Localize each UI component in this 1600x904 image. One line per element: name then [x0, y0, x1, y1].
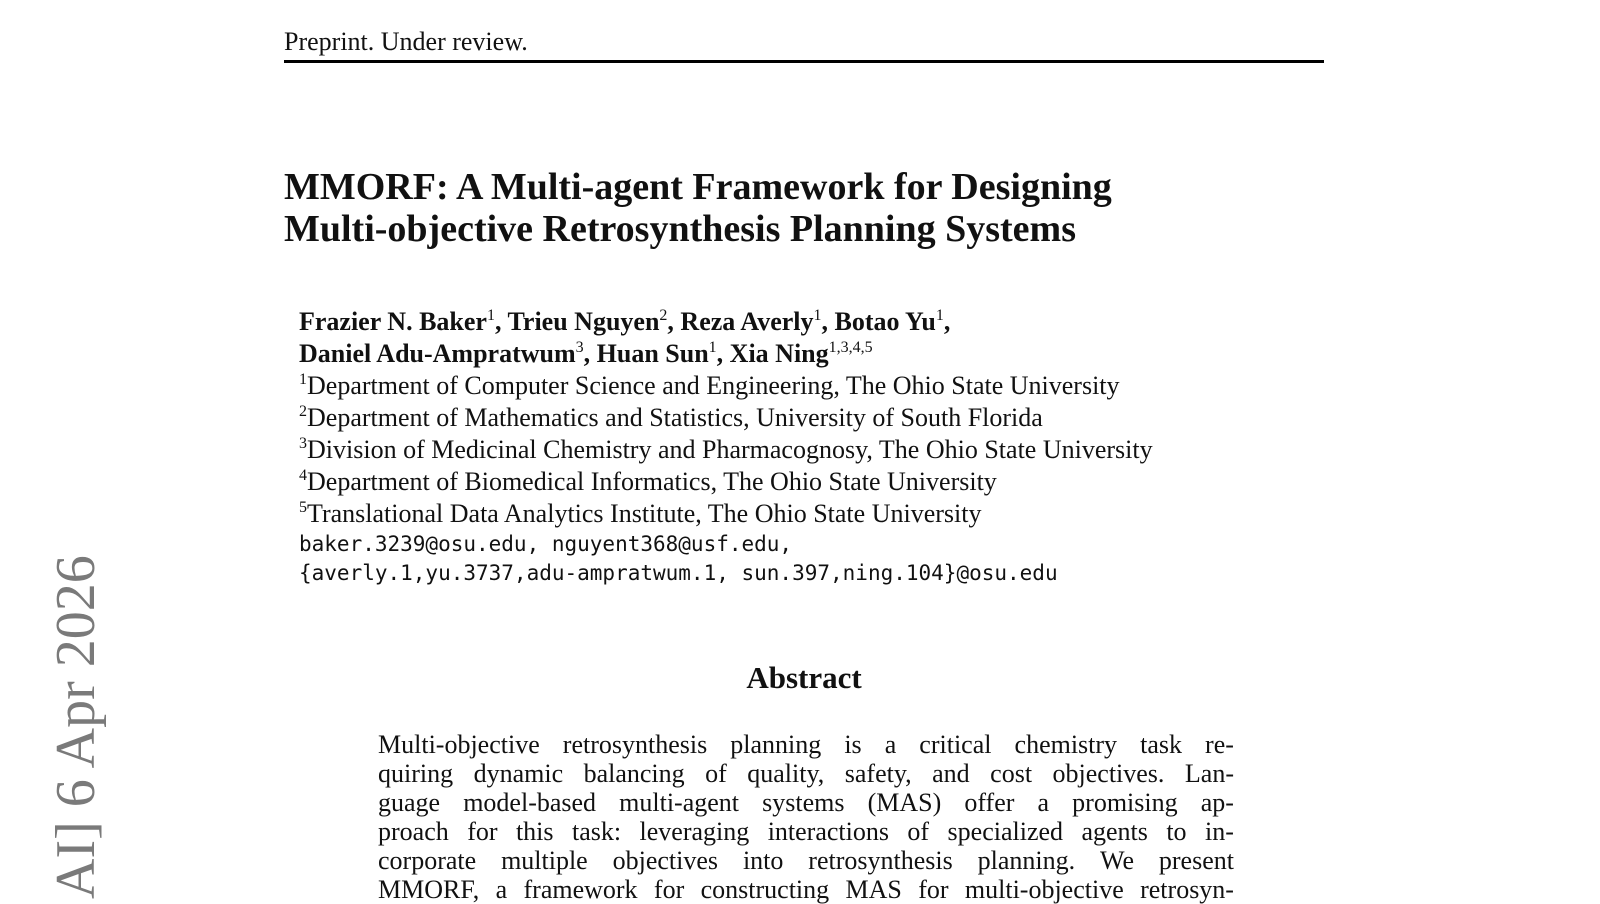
author-name: Daniel Adu-Ampratwum [299, 339, 576, 368]
abstract-word: safety, [844, 759, 912, 788]
email-line: baker.3239@osu.edu, nguyent368@usf.edu, [299, 532, 793, 556]
affiliation-text: Department of Computer Science and Engineering, The Ohio State University [307, 371, 1120, 400]
abstract-word: for [653, 875, 685, 904]
author-affiliation-mark: 1 [935, 307, 944, 324]
abstract-word: a [1037, 788, 1050, 817]
author-separator: , [716, 339, 730, 368]
abstract-word: constructing [700, 875, 830, 904]
author-line-1 [299, 306, 1339, 338]
abstract-body [378, 730, 1234, 904]
abstract-word: multi-agent [619, 788, 740, 817]
abstract-word: critical [919, 730, 992, 759]
author-separator: , [821, 307, 835, 336]
abstract-word: MAS [845, 875, 902, 904]
author-affiliation-mark: 1 [813, 307, 822, 324]
author-name: Reza Averly [680, 307, 814, 336]
abstract-word: specialized [947, 817, 1064, 846]
abstract-word: planning [730, 730, 822, 759]
affiliation-text: Department of Biomedical Informatics, The Ohio State University [307, 467, 997, 496]
abstract-word: framework [523, 875, 638, 904]
abstract-word: balancing [583, 759, 685, 788]
affiliation-line [299, 434, 1339, 466]
affiliation-line [299, 498, 1339, 530]
affiliation-number: 4 [299, 467, 307, 484]
author-affiliation-mark: 1,3,4,5 [828, 339, 873, 356]
abstract-word: corporate [378, 846, 477, 875]
abstract-word: is [844, 730, 862, 759]
abstract-word: objectives [612, 846, 719, 875]
abstract-word: a [884, 730, 897, 759]
header-rule [284, 60, 1324, 63]
abstract-word: quality, [747, 759, 825, 788]
abstract-word: Multi-objective [378, 730, 540, 759]
affiliation-number: 5 [299, 499, 307, 516]
title-line: Multi-objective Retrosynthesis Planning Systems [284, 208, 1076, 250]
abstract-word: task: [571, 817, 622, 846]
affiliation-number: 2 [299, 403, 307, 420]
author-separator: , [494, 307, 508, 336]
abstract-word: dynamic [473, 759, 564, 788]
author-affiliation-mark: 3 [575, 339, 584, 356]
abstract-word: in- [1205, 817, 1234, 846]
author-name: Huan Sun [596, 339, 709, 368]
affiliation-text: Department of Mathematics and Statistics, University of South Florida [307, 403, 1043, 432]
abstract-word: retrosynthesis [562, 730, 708, 759]
abstract-word: planning. [977, 846, 1076, 875]
affiliation-line [299, 466, 1339, 498]
author-name: Frazier N. Baker [299, 307, 487, 336]
affiliation-text: Division of Medicinal Chemistry and Pharmacognosy, The Ohio State University [307, 435, 1153, 464]
abstract-heading: Abstract [746, 660, 862, 695]
abstract-word: this [515, 817, 554, 846]
abstract-word: systems [762, 788, 845, 817]
abstract-word: leveraging [639, 817, 750, 846]
abstract-word: of [705, 759, 727, 788]
abstract-word: Lan- [1184, 759, 1234, 788]
abstract-word: proach [378, 817, 449, 846]
abstract-word: task [1140, 730, 1182, 759]
abstract-word: retrosyn- [1140, 875, 1234, 904]
abstract-word: for [467, 817, 498, 846]
affiliation-line [299, 402, 1339, 434]
abstract-word: (MAS) [867, 788, 942, 817]
abstract-word: for [918, 875, 949, 904]
abstract-word: agents [1081, 817, 1148, 846]
abstract-line [378, 846, 1234, 875]
abstract-word: objectives. [1052, 759, 1165, 788]
running-header: Preprint. Under review. [284, 27, 528, 56]
abstract-word: to [1166, 817, 1187, 846]
affiliation-number: 1 [299, 371, 307, 388]
abstract-line [378, 817, 1234, 846]
abstract-word: guage [378, 788, 441, 817]
abstract-word: a [495, 875, 508, 904]
abstract-word: MMORF, [378, 875, 480, 904]
author-affiliation-mark: 2 [659, 307, 668, 324]
abstract-word: into [742, 846, 784, 875]
paper-title [284, 166, 1324, 250]
abstract-line [378, 730, 1234, 759]
affiliation-line [299, 370, 1339, 402]
abstract-word: of [907, 817, 930, 846]
abstract-word: re- [1205, 730, 1234, 759]
email-line: {averly.1,yu.3737,adu-ampratwum.1, sun.397,ning.104}@osu.edu [299, 561, 1058, 585]
abstract-line [378, 759, 1234, 788]
abstract-word: ap- [1200, 788, 1234, 817]
abstract-word: multi-objective [964, 875, 1124, 904]
abstract-word: retrosynthesis [808, 846, 953, 875]
author-block [299, 306, 1339, 588]
abstract-word: and [932, 759, 970, 788]
abstract-word: cost [990, 759, 1033, 788]
abstract-word: quiring [378, 759, 454, 788]
author-affiliation-mark: 1 [486, 307, 495, 324]
affiliation-number: 3 [299, 435, 307, 452]
author-name: Trieu Nguyen [507, 307, 660, 336]
abstract-word: present [1158, 846, 1234, 875]
title-line: MMORF: A Multi-agent Framework for Designing [284, 166, 1112, 208]
abstract-line [378, 875, 1234, 904]
abstract-word: model-based [463, 788, 597, 817]
affiliation-text: Translational Data Analytics Institute, The Ohio State University [307, 499, 982, 528]
abstract-word: multiple [501, 846, 588, 875]
author-separator: , [583, 339, 597, 368]
abstract-word: interactions [767, 817, 889, 846]
abstract-word: chemistry [1014, 730, 1118, 759]
author-name: Botao Yu [834, 307, 936, 336]
abstract-line [378, 788, 1234, 817]
author-affiliation-mark: 1 [708, 339, 717, 356]
author-separator: , [943, 307, 951, 336]
abstract-word: We [1099, 846, 1134, 875]
arxiv-sidebar-stamp: AI] 6 Apr 2026 [45, 555, 107, 899]
abstract-word: promising [1072, 788, 1178, 817]
author-name: Xia Ning [729, 339, 829, 368]
author-line-2 [299, 338, 1339, 370]
abstract-word: offer [964, 788, 1015, 817]
author-separator: , [667, 307, 681, 336]
